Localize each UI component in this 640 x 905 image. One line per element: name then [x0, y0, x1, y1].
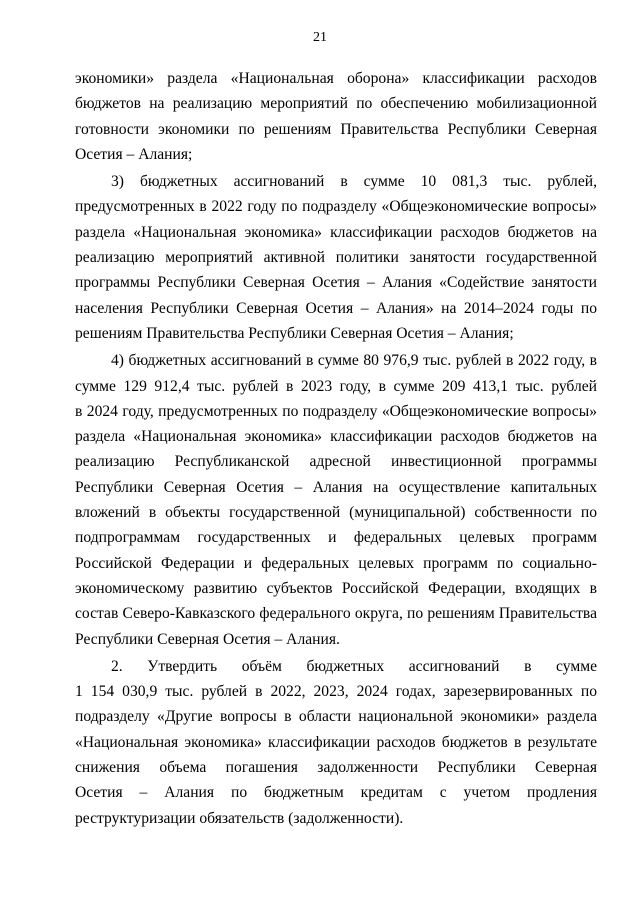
text-line: предусмотренных в 2022 году по подразделу «Общеэкономические вопросы» [75, 198, 597, 216]
text-line: бюджетов на реализацию мероприятий по обеспечению мобилизационной [75, 95, 597, 113]
text-line: решениям Правительства Республики Северная Осетия – Алания; [75, 324, 514, 342]
text-line: Республики Северная Осетия – Алания на осуществление капитальных [75, 478, 597, 496]
text-line: реализацию мероприятий активной политики занятости государственной [75, 249, 597, 267]
text-line: состав Северо-Кавказского федерального округа, по решениям Правительства [75, 605, 597, 623]
text-line: раздела «Национальная экономика» классификации расходов бюджетов на [75, 428, 597, 446]
document-body [75, 66, 597, 831]
text-line: 2. Утвердить объём бюджетных ассигнований в сумме [111, 657, 597, 675]
text-line: программы Республики Северная Осетия – Алания «Содействие занятости [75, 274, 597, 292]
text-line: в 2024 году, предусмотренных по подразделу «Общеэкономические вопросы» [75, 402, 597, 420]
text-line: снижения объема погашения задолженности Республики Северная [75, 759, 597, 777]
text-line: 1 154 030,9 тыс. рублей в 2022, 2023, 2024 годах, зарезервированных по [75, 683, 597, 701]
text-line: раздела «Национальная экономика» классификации расходов бюджетов на [75, 223, 597, 241]
text-line: экономическому развитию субъектов Российской Федерации, входящих в [75, 579, 597, 597]
text-line: «Национальная экономика» классификации расходов бюджетов в результате [75, 733, 597, 751]
text-line: 3) бюджетных ассигнований в сумме 10 081,3 тыс. рублей, [111, 173, 597, 191]
text-line: Российской Федерации и федеральных целевых программ по социально- [75, 554, 597, 572]
text-line: экономики» раздела «Национальная оборона» классификации расходов [75, 70, 597, 87]
page-number: 21 [313, 30, 327, 45]
text-line: сумме 129 912,4 тыс. рублей в 2023 году, в сумме 209 413,1 тыс. рублей [75, 377, 597, 395]
text-line: подпрограммам государственных и федеральных целевых программ [75, 529, 597, 547]
text-line: вложений в объекты государственной (муниципальной) собственности по [75, 504, 597, 522]
text-line: Осетия – Алания; [75, 145, 193, 163]
text-line: Республики Северная Осетия – Алания. [75, 630, 340, 648]
text-line: готовности экономики по решениям Правительства Республики Северная [75, 120, 597, 138]
text-line: 4) бюджетных ассигнований в сумме 80 976,9 тыс. рублей в 2022 году, в [111, 352, 597, 370]
text-line: населения Республики Северная Осетия – Алания» на 2014–2024 годы по [75, 299, 597, 317]
text-line: подразделу «Другие вопросы в области национальной экономики» раздела [75, 708, 597, 726]
text-line: реструктуризации обязательств (задолженности). [75, 809, 404, 827]
text-line: реализацию Республиканской адресной инвестиционной программы [75, 453, 597, 471]
text-line: Осетия – Алания по бюджетным кредитам с учетом продления [75, 784, 597, 802]
